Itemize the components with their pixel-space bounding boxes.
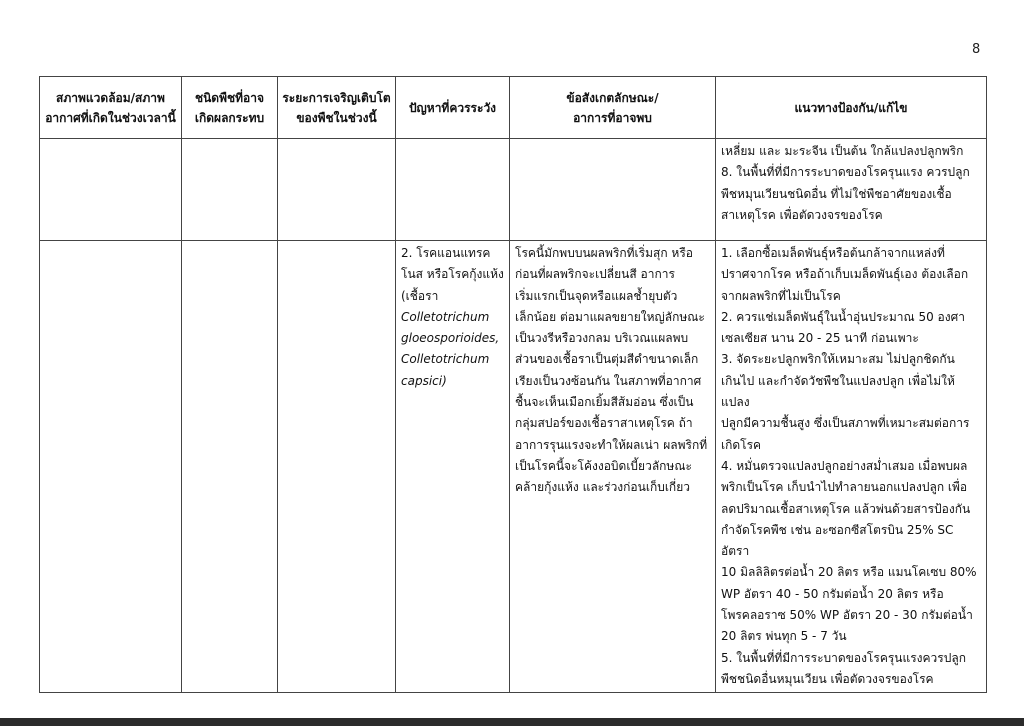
header-prevention: แนวทางป้องกัน/แก้ไข xyxy=(716,77,987,139)
problem-name: 2. โรคแอนแทรค โนส หรือโรคกุ้งแห้ง (เชื้อรา xyxy=(401,246,504,303)
header-environment: สภาพแวดล้อม/สภาพ อากาศที่เกิดในช่วงเวลานี้ xyxy=(40,77,182,139)
cell-problem xyxy=(396,241,510,693)
table-row xyxy=(40,241,987,693)
header-symptoms: ข้อสังเกตลักษณะ/ อาการที่อาจพบ xyxy=(510,77,716,139)
header-problem: ปัญหาที่ควรระวัง xyxy=(396,77,510,139)
cell-symptoms xyxy=(510,139,716,241)
cell-growth-stage xyxy=(278,139,396,241)
cell-prevention: 1. เลือกซื้อเมล็ดพันธุ์หรือต้นกล้าจากแหล่งที่ ปราศจากโรค หรือถ้าเก็บเมล็ดพันธุ์เอง ต้องเลือก จากผลพริกที่ไม่เป็นโรค 2. ควรแช่เมล็ดพันธุ์ในน้ำอุ่นประมาณ 50 องศา เซลเซียส นาน 20 - 25 นาที ก่อนเพาะ 3. จัดระยะปลูกพริกให้เหมาะสม ไม่ปลูกชิดกัน เกินไป และกำจัดวัชพืชในแปลงปลูก เพื่อไม่ให้แปลง ปลูกมีความชื้นสูง ซึ่งเป็นสภาพที่เหมาะสมต่อการ เกิดโรค 4. หมั่นตรวจแปลงปลูกอย่างสม่ำเสมอ เมื่อพบผล พริกเป็นโรค เก็บนำไปทำลายนอกแปลงปลูก เพื่อ ลดปริมาณเชื้อสาเหตุโรค แล้วพ่นด้วยสารป้องกัน กำจัดโรคพืช เช่น อะซอกซีสโตรบิน 25% SC อัตรา 10 มิลลิลิตรต่อน้ำ 20 ลิตร หรือ แมนโคเซบ 80% WP อัตรา 40 - 50 กรัมต่อน้ำ 20 ลิตร หรือ โพรคลอราซ 50% WP อัตรา 20 - 30 กรัมต่อน้ำ 20 ลิตร พ่นทุก 5 - 7 วัน 5. ในพื้นที่ที่มีการระบาดของโรครุนแรงควรปลูก พืชชนิดอื่นหมุนเวียน เพื่อตัดวงจรของโรค xyxy=(716,241,987,693)
cell-growth-stage xyxy=(278,241,396,693)
bottom-bar xyxy=(0,718,1024,726)
cell-problem xyxy=(396,139,510,241)
crop-disease-table xyxy=(39,76,987,693)
cell-crop-type xyxy=(182,139,278,241)
cell-symptoms: โรคนี้มักพบบนผลพริกที่เริ่มสุก หรือ ก่อนที่ผลพริกจะเปลี่ยนสี อาการ เริ่มแรกเป็นจุดหรือแผลช้ำยุบตัว เล็กน้อย ต่อมาแผลขยายใหญ่ลักษณะ เป็นวงรีหรือวงกลม บริเวณแผลพบ ส่วนของเชื้อราเป็นตุ่มสีดำขนาดเล็ก เรียงเป็นวงซ้อนกัน ในสภาพที่อากาศ ชื้นจะเห็นเมือกเยิ้มสีส้มอ่อน ซึ่งเป็น กลุ่มสปอร์ของเชื้อราสาเหตุโรค ถ้า อาการรุนแรงจะทำให้ผลเน่า ผลพริกที่ เป็นโรคนี้จะโค้งงอบิดเบี้ยวลักษณะ คล้ายกุ้งแห้ง และร่วงก่อนเก็บเกี่ยว xyxy=(510,241,716,693)
page-number: 8 xyxy=(972,42,981,57)
cell-crop-type xyxy=(182,241,278,693)
table-header-row xyxy=(40,77,987,139)
header-crop-type: ชนิดพืชที่อาจ เกิดผลกระทบ xyxy=(182,77,278,139)
problem-pathogen: Colletotrichum gloeosporioides, Colletotrichum capsici) xyxy=(401,309,500,388)
table-row xyxy=(40,139,987,241)
cell-prevention: เหลี่ยม และ มะระจีน เป็นต้น ใกล้แปลงปลูกพริก 8. ในพื้นที่ที่มีการระบาดของโรครุนแรง ควรปลูก พืชหมุนเวียนชนิดอื่น ที่ไม่ใช่พืชอาศัยของเชื้อ สาเหตุโรค เพื่อตัดวงจรของโรค xyxy=(716,139,987,241)
cell-environment xyxy=(40,241,182,693)
header-growth-stage: ระยะการเจริญเติบโต ของพืชในช่วงนี้ xyxy=(278,77,396,139)
cell-environment xyxy=(40,139,182,241)
